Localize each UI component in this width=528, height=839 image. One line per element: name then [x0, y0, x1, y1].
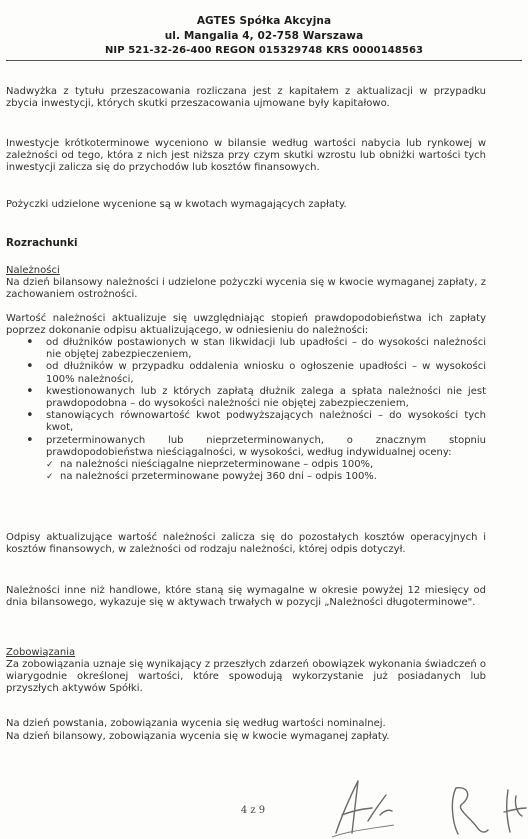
paragraph-receivables-writedown: Wartość należności aktualizuje się uwzględniając stopień prawdopodobieństwa ich zapłaty poprzez dokonanie odpisu aktualizującego, w odniesieniu do należności:: [6, 313, 486, 337]
paragraph-loans-granted: Pożyczki udzielone wycenione są w kwotach wymagających zapłaty.: [6, 199, 347, 210]
paragraph-long-term-receivables: Należności inne niż handlowe, które staną się wymagalne w okresie powyżej 12 miesięcy od dnia bilansowego, wykazuje się w aktywach trwałych w pozycji „Należności długoterminowe".: [6, 585, 486, 609]
section-title-settlements: Rozrachunki: [6, 237, 78, 249]
subsection-title-receivables: Należności: [6, 265, 60, 276]
subsection-title-liabilities: Zobowiązania: [6, 647, 76, 658]
paragraph-short-term-investments: Inwestycje krótkoterminowe wyceniono w bilansie według wartości nabycia lub rynkowej w zależności od tego, która z nich jest niższa przy czym skutki wzrostu lub obniżki wartości tych inwestycji zalicza się do przychodów lub kosztów finansowych.: [6, 138, 486, 174]
paragraph-receivables-valuation: Na dzień bilansowy należności i udzielone pożyczki wycenia się w kwocie wymaganej zapłaty, z zachowaniem ostrożności.: [6, 277, 486, 301]
paragraph-liabilities-definition: Za zobowiązania uznaje się wynikający z przeszłych zdarzeń obowiązek wykonania świadczeń o wiarygodnie określonej wartości, które spowodują wykorzystanie już posiadanych lub przyszłych aktywów Spółki.: [6, 659, 486, 695]
header-divider: [6, 60, 522, 61]
paragraph-liabilities-initial: Na dzień powstania, zobowiązania wycenia się według wartości nominalnej.: [6, 718, 386, 729]
list-item: • od dłużników postawionych w stan likwidacji lub upadłości – do wysokości należności nie objętej zabezpieczeniem,: [24, 337, 486, 361]
company-address: ul. Mangalia 4, 02-758 Warszawa: [164, 30, 364, 42]
writedown-checklist: [46, 459, 486, 483]
paragraph-writedown-costs: Odpisy aktualizujące wartość należności zalicza się do pozostałych kosztów operacyjnych i kosztów finansowych, w zależności od rodzaju należności, której odpis dotyczył.: [6, 532, 486, 556]
list-item: • od dłużników w przypadku oddalenia wniosku o ogłoszenie upadłości – w wysokości 100% należności,: [24, 361, 486, 385]
company-registration: NIP 521-32-26-400 REGON 015329748 KRS 0000148563: [104, 45, 424, 56]
page-number: 4 z 9: [240, 805, 266, 816]
list-item: • kwestionowanych lub z których zapłatą dłużnik zalega a spłata należności nie jest prawdopodobna – do wysokości należności nie objętej zabezpieczeniem,: [24, 386, 486, 410]
list-item: [24, 435, 486, 484]
list-item: • stanowiących równowartość kwot podwyższających należności – do wysokości tych kwot,: [24, 410, 486, 434]
list-item-text: przeterminowanych lub nieprzeterminowanych, o znacznym stopniu prawdopodobieństwa nieściągalności, w wysokości, według indywidualnej oceny:: [46, 434, 486, 458]
signature-3-icon: [500, 786, 528, 839]
paragraph-liabilities-balance: Na dzień bilansowy, zobowiązania wycenia się w kwocie wymaganej zapłaty.: [6, 731, 390, 742]
paragraph-revaluation-surplus: Nadwyżka z tytułu przeszacowania rozliczana jest z kapitałem z aktualizacji w przypadku zbycia inwestycji, których skutki przeszacowania ujmowane były kapitałowo.: [6, 86, 486, 110]
signature-1-icon: [328, 775, 398, 839]
writedown-criteria-list: [24, 337, 486, 483]
signature-2-icon: [446, 782, 492, 839]
company-name: AGTES Spółka Akcyjna: [196, 15, 332, 27]
check-item: ✓ na należności przeterminowane powyżej 360 dni – odpis 100%.: [46, 471, 486, 483]
check-item: ✓ na należności nieściągalne nieprzeterminowane – odpis 100%,: [46, 459, 486, 471]
